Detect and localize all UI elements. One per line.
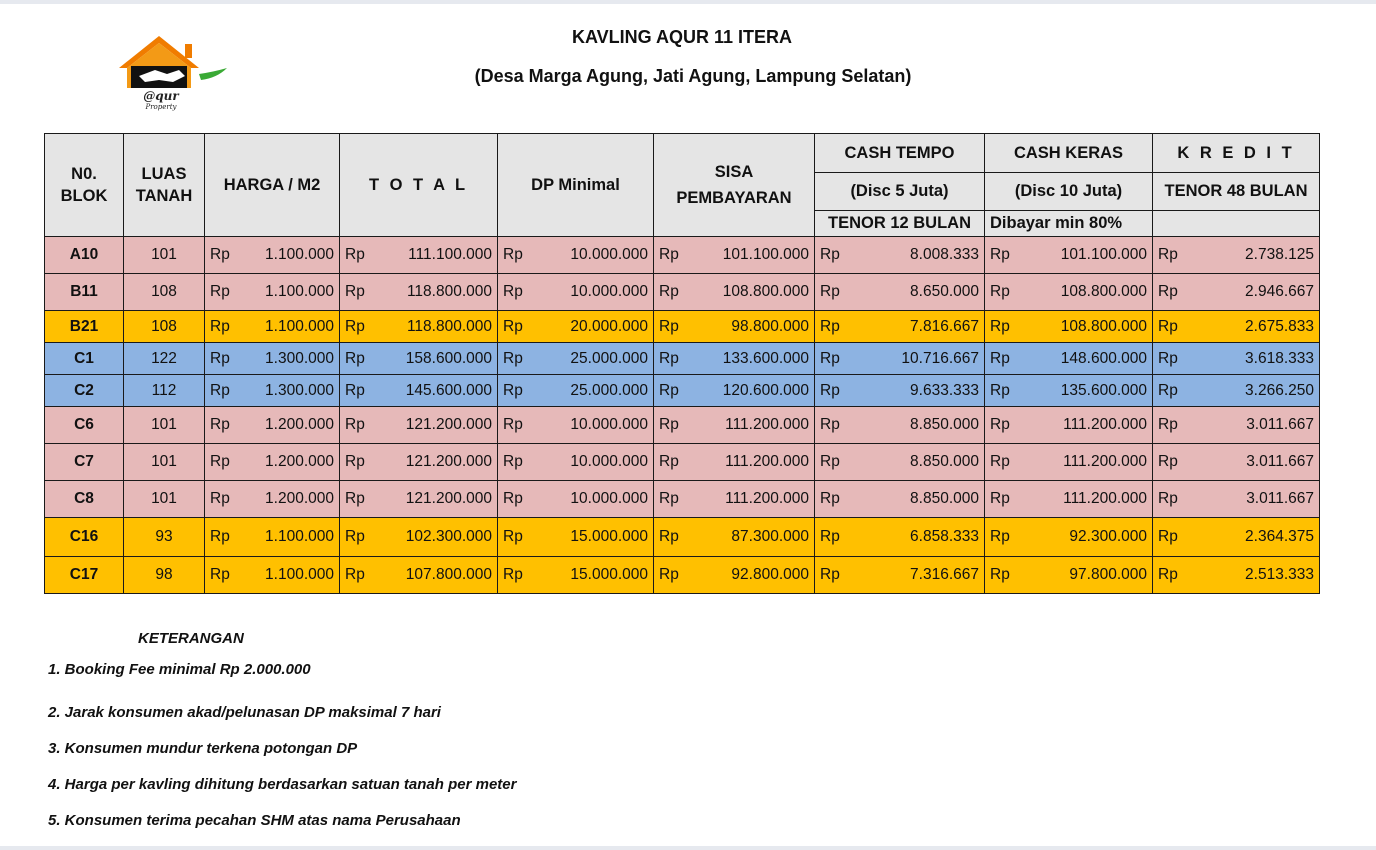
amount-value: 10.000.000 xyxy=(570,246,648,263)
amount-value: 2.946.667 xyxy=(1245,283,1314,300)
cell-harga xyxy=(205,444,340,481)
notes-heading: KETERANGAN xyxy=(138,630,244,647)
currency-label: Rp xyxy=(820,246,840,263)
currency-label: Rp xyxy=(345,416,365,433)
currency-label: Rp xyxy=(503,490,523,507)
currency-label: Rp xyxy=(345,453,365,470)
amount-value: 111.200.000 xyxy=(725,490,809,507)
currency-label: Rp xyxy=(659,349,679,367)
amount-value: 118.800.000 xyxy=(406,317,492,335)
page-title: KAVLING AQUR 11 ITERA xyxy=(571,27,793,47)
note-item: 5. Konsumen terima pecahan SHM atas nama Perusahaan xyxy=(48,812,461,829)
logo-wordmark: @qur xyxy=(143,89,179,103)
col-header-kredit-tenor: TENOR 48 BULAN xyxy=(1153,173,1320,211)
amount-value: 111.200.000 xyxy=(725,453,809,470)
currency-label: Rp xyxy=(503,317,523,335)
col-header-dp-minimal: DP Minimal xyxy=(498,134,654,237)
cell-tempo xyxy=(815,311,985,343)
cell-blok: B21 xyxy=(45,311,124,343)
cell-keras xyxy=(985,444,1153,481)
col-header-cash-keras-note: Dibayar min 80% xyxy=(985,211,1153,237)
amount-value: 133.600.000 xyxy=(722,349,809,367)
amount-value: 3.011.667 xyxy=(1246,490,1314,507)
currency-label: Rp xyxy=(990,381,1010,399)
currency-label: Rp xyxy=(820,381,840,399)
cell-dp xyxy=(498,444,654,481)
currency-label: Rp xyxy=(990,283,1010,300)
table-row xyxy=(45,274,1320,311)
currency-label: Rp xyxy=(503,283,523,300)
cell-blok: B11 xyxy=(45,274,124,311)
currency-label: Rp xyxy=(990,317,1010,335)
col-header-kredit: K R E D I T xyxy=(1153,134,1320,173)
table-row xyxy=(45,407,1320,444)
amount-value: 111.100.000 xyxy=(408,246,492,263)
currency-label: Rp xyxy=(345,283,365,300)
cell-kredit xyxy=(1153,481,1320,518)
cell-dp xyxy=(498,274,654,311)
cell-luas: 101 xyxy=(124,481,205,518)
cell-dp xyxy=(498,518,654,557)
cell-sisa xyxy=(654,557,815,594)
currency-label: Rp xyxy=(659,528,679,545)
cell-dp xyxy=(498,375,654,407)
table-row xyxy=(45,343,1320,375)
cell-kredit xyxy=(1153,311,1320,343)
currency-label: Rp xyxy=(503,349,523,367)
amount-value: 1.100.000 xyxy=(265,317,334,335)
note-item: 3. Konsumen mundur terkena potongan DP xyxy=(48,740,358,757)
amount-value: 121.200.000 xyxy=(405,416,492,433)
currency-label: Rp xyxy=(345,381,365,399)
currency-label: Rp xyxy=(210,416,230,433)
amount-value: 121.200.000 xyxy=(405,453,492,470)
amount-value: 9.633.333 xyxy=(910,381,979,399)
cell-kredit xyxy=(1153,237,1320,274)
note-item: 2. Jarak konsumen akad/pelunasan DP maksimal 7 hari xyxy=(48,704,441,721)
currency-label: Rp xyxy=(1158,317,1178,335)
currency-label: Rp xyxy=(503,246,523,263)
currency-label: Rp xyxy=(659,416,679,433)
table-row xyxy=(45,311,1320,343)
col-header-cash-keras: CASH KERAS xyxy=(985,134,1153,173)
amount-value: 97.800.000 xyxy=(1069,566,1147,583)
cell-harga xyxy=(205,407,340,444)
currency-label: Rp xyxy=(659,381,679,399)
currency-label: Rp xyxy=(210,453,230,470)
col-header-harga-m2: HARGA / M2 xyxy=(205,134,340,237)
amount-value: 145.600.000 xyxy=(405,381,492,399)
amount-value: 1.100.000 xyxy=(265,566,334,583)
cell-tempo xyxy=(815,274,985,311)
cell-kredit xyxy=(1153,407,1320,444)
cell-total xyxy=(340,557,498,594)
currency-label: Rp xyxy=(990,566,1010,583)
currency-label: Rp xyxy=(345,317,365,335)
cell-dp xyxy=(498,311,654,343)
cell-kredit xyxy=(1153,557,1320,594)
currency-label: Rp xyxy=(990,453,1010,470)
amount-value: 111.200.000 xyxy=(1063,490,1147,507)
amount-value: 8.850.000 xyxy=(910,416,979,433)
amount-value: 108.800.000 xyxy=(1060,317,1147,335)
cell-total xyxy=(340,407,498,444)
cell-blok: C16 xyxy=(45,518,124,557)
currency-label: Rp xyxy=(210,381,230,399)
amount-value: 111.200.000 xyxy=(725,416,809,433)
amount-value: 10.716.667 xyxy=(901,349,979,367)
cell-luas: 108 xyxy=(124,311,205,343)
amount-value: 111.200.000 xyxy=(1063,416,1147,433)
amount-value: 1.200.000 xyxy=(265,416,334,433)
cell-tempo xyxy=(815,407,985,444)
cell-harga xyxy=(205,481,340,518)
cell-total xyxy=(340,237,498,274)
amount-value: 7.816.667 xyxy=(910,317,979,335)
cell-tempo xyxy=(815,518,985,557)
amount-value: 101.100.000 xyxy=(1060,246,1147,263)
currency-label: Rp xyxy=(1158,416,1178,433)
currency-label: Rp xyxy=(659,317,679,335)
currency-label: Rp xyxy=(659,283,679,300)
cell-total xyxy=(340,444,498,481)
cell-luas: 98 xyxy=(124,557,205,594)
currency-label: Rp xyxy=(345,246,365,263)
cell-blok: A10 xyxy=(45,237,124,274)
amount-value: 20.000.000 xyxy=(570,317,648,335)
cell-sisa xyxy=(654,407,815,444)
cell-tempo xyxy=(815,237,985,274)
amount-value: 107.800.000 xyxy=(405,566,492,583)
amount-value: 87.300.000 xyxy=(731,528,809,545)
cell-dp xyxy=(498,557,654,594)
amount-value: 92.300.000 xyxy=(1069,528,1147,545)
table-row xyxy=(45,481,1320,518)
amount-value: 3.011.667 xyxy=(1246,453,1314,470)
cell-tempo xyxy=(815,444,985,481)
cell-sisa xyxy=(654,343,815,375)
currency-label: Rp xyxy=(820,490,840,507)
currency-label: Rp xyxy=(503,528,523,545)
currency-label: Rp xyxy=(659,453,679,470)
col-header-cash-keras-disc: (Disc 10 Juta) xyxy=(985,173,1153,211)
amount-value: 1.100.000 xyxy=(265,528,334,545)
cell-kredit xyxy=(1153,343,1320,375)
cell-blok: C7 xyxy=(45,444,124,481)
currency-label: Rp xyxy=(990,349,1010,367)
cell-sisa xyxy=(654,311,815,343)
currency-label: Rp xyxy=(990,246,1010,263)
cell-harga xyxy=(205,343,340,375)
col-header-cash-tempo-tenor: TENOR 12 BULAN xyxy=(815,211,985,237)
table-row xyxy=(45,557,1320,594)
table-row xyxy=(45,237,1320,274)
currency-label: Rp xyxy=(210,246,230,263)
amount-value: 1.100.000 xyxy=(265,283,334,300)
cell-luas: 93 xyxy=(124,518,205,557)
currency-label: Rp xyxy=(503,381,523,399)
cell-blok: C6 xyxy=(45,407,124,444)
amount-value: 121.200.000 xyxy=(405,490,492,507)
page-subtitle: (Desa Marga Agung, Jati Agung, Lampung Selatan) xyxy=(474,66,912,86)
amount-value: 3.618.333 xyxy=(1245,349,1314,367)
cell-blok: C2 xyxy=(45,375,124,407)
amount-value: 25.000.000 xyxy=(570,381,648,399)
amount-value: 25.000.000 xyxy=(570,349,648,367)
amount-value: 101.100.000 xyxy=(722,246,809,263)
cell-sisa xyxy=(654,481,815,518)
cell-sisa xyxy=(654,274,815,311)
cell-tempo xyxy=(815,343,985,375)
cell-luas: 101 xyxy=(124,444,205,481)
currency-label: Rp xyxy=(345,490,365,507)
currency-label: Rp xyxy=(820,416,840,433)
currency-label: Rp xyxy=(820,566,840,583)
cell-total xyxy=(340,481,498,518)
amount-value: 8.850.000 xyxy=(910,490,979,507)
amount-value: 111.200.000 xyxy=(1063,453,1147,470)
cell-luas: 101 xyxy=(124,407,205,444)
amount-value: 10.000.000 xyxy=(570,416,648,433)
currency-label: Rp xyxy=(210,566,230,583)
cell-keras xyxy=(985,311,1153,343)
amount-value: 10.000.000 xyxy=(570,283,648,300)
col-header-luas-tanah: LUAS TANAH xyxy=(124,134,205,237)
amount-value: 120.600.000 xyxy=(722,381,809,399)
col-header-no-blok: N0. BLOK xyxy=(45,134,124,237)
amount-value: 1.200.000 xyxy=(265,453,334,470)
currency-label: Rp xyxy=(503,566,523,583)
amount-value: 1.300.000 xyxy=(265,349,334,367)
cell-keras xyxy=(985,375,1153,407)
logo-subtext: Property xyxy=(145,103,177,111)
currency-label: Rp xyxy=(345,528,365,545)
amount-value: 108.800.000 xyxy=(722,283,809,300)
currency-label: Rp xyxy=(1158,381,1178,399)
amount-value: 10.000.000 xyxy=(570,490,648,507)
cell-luas: 108 xyxy=(124,274,205,311)
table-row xyxy=(45,375,1320,407)
cell-sisa xyxy=(654,518,815,557)
cell-luas: 112 xyxy=(124,375,205,407)
currency-label: Rp xyxy=(1158,528,1178,545)
cell-kredit xyxy=(1153,518,1320,557)
cell-total xyxy=(340,343,498,375)
note-item: 1. Booking Fee minimal Rp 2.000.000 xyxy=(48,661,311,678)
amount-value: 8.008.333 xyxy=(910,246,979,263)
cell-dp xyxy=(498,237,654,274)
currency-label: Rp xyxy=(1158,566,1178,583)
cell-keras xyxy=(985,274,1153,311)
amount-value: 135.600.000 xyxy=(1060,381,1147,399)
currency-label: Rp xyxy=(659,566,679,583)
cell-luas: 101 xyxy=(124,237,205,274)
amount-value: 15.000.000 xyxy=(570,566,648,583)
cell-dp xyxy=(498,481,654,518)
currency-label: Rp xyxy=(345,349,365,367)
col-header-total: T O T A L xyxy=(340,134,498,237)
cell-kredit xyxy=(1153,375,1320,407)
col-header-sisa-pembayaran: SISA PEMBAYARAN xyxy=(654,134,815,237)
amount-value: 108.800.000 xyxy=(1060,283,1147,300)
amount-value: 158.600.000 xyxy=(405,349,492,367)
amount-value: 2.513.333 xyxy=(1245,566,1314,583)
table-row xyxy=(45,518,1320,557)
amount-value: 1.200.000 xyxy=(265,490,334,507)
amount-value: 6.858.333 xyxy=(910,528,979,545)
cell-harga xyxy=(205,274,340,311)
amount-value: 2.675.833 xyxy=(1245,317,1314,335)
note-item: 4. Harga per kavling dihitung berdasarkan satuan tanah per meter xyxy=(48,776,517,793)
currency-label: Rp xyxy=(659,246,679,263)
cell-tempo xyxy=(815,557,985,594)
amount-value: 98.800.000 xyxy=(731,317,809,335)
currency-label: Rp xyxy=(210,528,230,545)
currency-label: Rp xyxy=(820,453,840,470)
amount-value: 2.364.375 xyxy=(1245,528,1314,545)
cell-harga xyxy=(205,237,340,274)
cell-harga xyxy=(205,375,340,407)
currency-label: Rp xyxy=(820,528,840,545)
cell-dp xyxy=(498,343,654,375)
cell-total xyxy=(340,375,498,407)
col-header-cash-tempo: CASH TEMPO xyxy=(815,134,985,173)
currency-label: Rp xyxy=(1158,246,1178,263)
cell-blok: C17 xyxy=(45,557,124,594)
cell-harga xyxy=(205,311,340,343)
currency-label: Rp xyxy=(990,416,1010,433)
currency-label: Rp xyxy=(210,283,230,300)
currency-label: Rp xyxy=(210,349,230,367)
table-row xyxy=(45,444,1320,481)
currency-label: Rp xyxy=(503,416,523,433)
currency-label: Rp xyxy=(990,490,1010,507)
cell-keras xyxy=(985,518,1153,557)
amount-value: 92.800.000 xyxy=(731,566,809,583)
currency-label: Rp xyxy=(1158,283,1178,300)
currency-label: Rp xyxy=(503,453,523,470)
amount-value: 1.100.000 xyxy=(265,246,334,263)
currency-label: Rp xyxy=(820,349,840,367)
col-header-cash-tempo-disc: (Disc 5 Juta) xyxy=(815,173,985,211)
cell-total xyxy=(340,274,498,311)
cell-keras xyxy=(985,557,1153,594)
amount-value: 10.000.000 xyxy=(570,453,648,470)
cell-blok: C1 xyxy=(45,343,124,375)
amount-value: 8.650.000 xyxy=(910,283,979,300)
currency-label: Rp xyxy=(210,317,230,335)
amount-value: 3.011.667 xyxy=(1246,416,1314,433)
amount-value: 7.316.667 xyxy=(910,566,979,583)
cell-total xyxy=(340,311,498,343)
col-header-kredit-blank xyxy=(1153,211,1320,237)
currency-label: Rp xyxy=(1158,453,1178,470)
price-table xyxy=(44,133,1320,594)
amount-value: 2.738.125 xyxy=(1245,246,1314,263)
cell-tempo xyxy=(815,481,985,518)
cell-dp xyxy=(498,407,654,444)
cell-kredit xyxy=(1153,444,1320,481)
cell-keras xyxy=(985,343,1153,375)
amount-value: 8.850.000 xyxy=(910,453,979,470)
cell-keras xyxy=(985,237,1153,274)
currency-label: Rp xyxy=(345,566,365,583)
cell-sisa xyxy=(654,237,815,274)
currency-label: Rp xyxy=(820,317,840,335)
cell-tempo xyxy=(815,375,985,407)
cell-luas: 122 xyxy=(124,343,205,375)
currency-label: Rp xyxy=(820,283,840,300)
cell-blok: C8 xyxy=(45,481,124,518)
cell-kredit xyxy=(1153,274,1320,311)
amount-value: 102.300.000 xyxy=(405,528,492,545)
currency-label: Rp xyxy=(1158,490,1178,507)
cell-sisa xyxy=(654,375,815,407)
cell-harga xyxy=(205,518,340,557)
cell-harga xyxy=(205,557,340,594)
amount-value: 3.266.250 xyxy=(1245,381,1314,399)
document-page xyxy=(0,4,1376,846)
amount-value: 15.000.000 xyxy=(570,528,648,545)
amount-value: 118.800.000 xyxy=(406,283,492,300)
amount-value: 148.600.000 xyxy=(1060,349,1147,367)
cell-total xyxy=(340,518,498,557)
cell-keras xyxy=(985,407,1153,444)
currency-label: Rp xyxy=(659,490,679,507)
cell-keras xyxy=(985,481,1153,518)
currency-label: Rp xyxy=(210,490,230,507)
currency-label: Rp xyxy=(990,528,1010,545)
amount-value: 1.300.000 xyxy=(265,381,334,399)
currency-label: Rp xyxy=(1158,349,1178,367)
cell-sisa xyxy=(654,444,815,481)
